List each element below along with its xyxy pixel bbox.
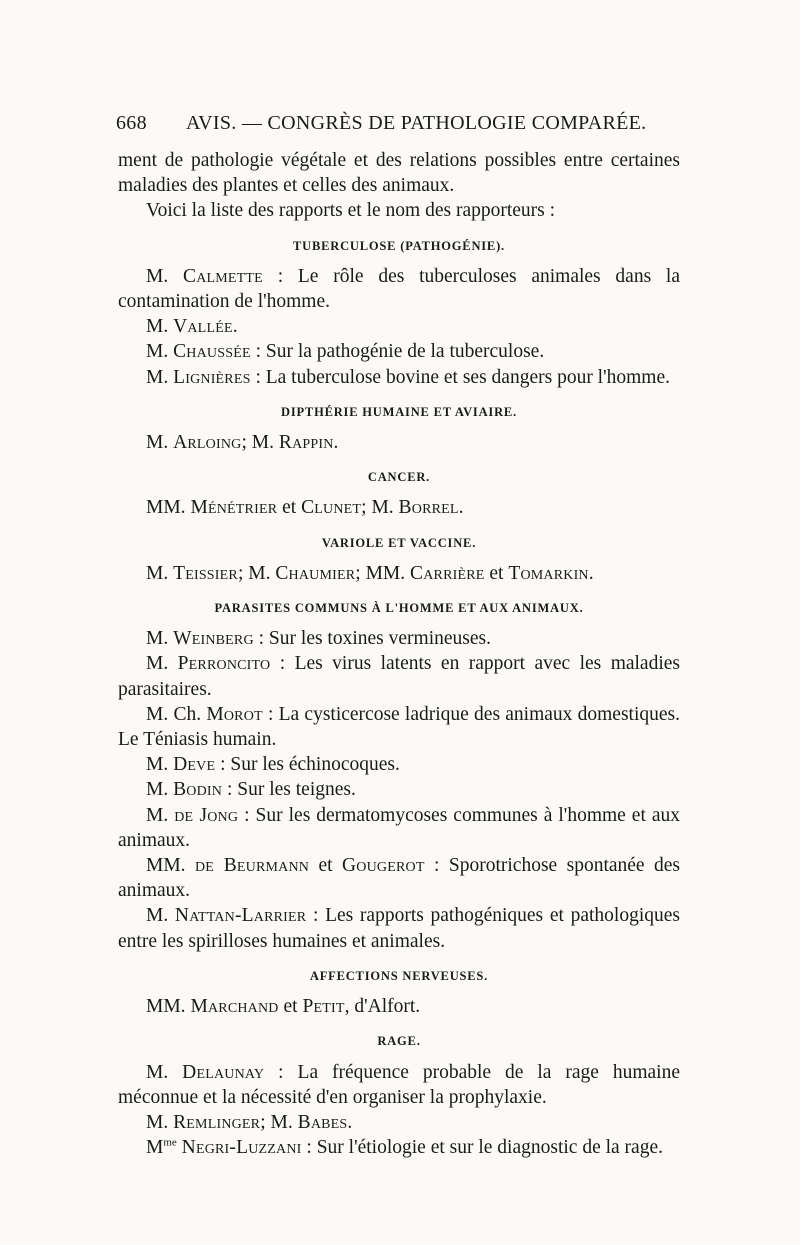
entry-text: .	[333, 432, 339, 454]
entry-text: : La cysticercose ladrique des animaux domestiques. Le Téniasis humain.	[118, 703, 680, 751]
author-name: Carrière	[410, 562, 485, 584]
author-name: Calmette	[183, 265, 263, 287]
author-name: Lignières	[173, 366, 251, 388]
entry-text: ; M.	[241, 432, 279, 454]
entry-title: M	[146, 1137, 164, 1159]
section-heading: PARASITES COMMUNS À L'HOMME ET AUX ANIMAUX.	[214, 601, 584, 616]
author-name: Morot	[206, 703, 263, 725]
author-name: Deve	[173, 754, 216, 776]
author-name: de Jong	[174, 804, 239, 826]
report-entry	[118, 1060, 680, 1110]
entry-title: MM.	[146, 497, 186, 519]
report-entry	[118, 365, 680, 390]
entry-title: M.	[146, 1061, 169, 1083]
intro-paragraph: Voici la liste des rapports et le nom des rapporteurs :	[146, 200, 556, 222]
entry-title: M.	[146, 366, 169, 388]
entry-title: MM.	[146, 855, 186, 877]
entry-text: ; MM.	[355, 562, 411, 584]
entry-title: M.	[146, 1111, 169, 1133]
section-heading: VARIOLE ET VACCINE.	[321, 535, 477, 550]
entry-title: M.	[146, 628, 169, 650]
entry-title-superscript: me	[163, 1136, 177, 1149]
author-name: Delaunay	[182, 1061, 265, 1083]
entry-text: : Sur les dermatomycoses communes à l'homme et aux animaux.	[118, 804, 680, 851]
entry-text: : Sur les échinocoques.	[215, 754, 400, 776]
section-heading: AFFECTIONS NERVEUSES.	[309, 968, 489, 983]
entry-text: : Sur l'étiologie et sur le diagnostic de la rage.	[301, 1137, 663, 1159]
entry-title: M.	[146, 779, 169, 801]
running-title: AVIS. — CONGRÈS DE PATHOLOGIE COMPARÉE.	[186, 112, 647, 134]
author-name: Remlinger	[173, 1111, 261, 1133]
entry-title: M.	[146, 653, 169, 675]
author-name: Borrel	[398, 497, 459, 519]
entry-text: : Sur la pathogénie de la tuberculose.	[250, 341, 545, 363]
entry-title: M.	[146, 265, 169, 287]
report-entry	[118, 702, 680, 752]
intro-paragraph: ment de pathologie végétale et des relations possibles entre certaines maladies des plantes et celles des animaux.	[118, 150, 680, 197]
report-entry	[118, 314, 680, 339]
entry-text: et	[484, 562, 509, 584]
author-name: Rappin	[278, 432, 334, 454]
entry-text: : Sur les toxines vermineuses.	[253, 628, 491, 650]
page-body	[118, 148, 680, 1160]
author-name: Babes	[297, 1111, 348, 1133]
author-name: Bodin	[173, 779, 223, 801]
entry-title: M.	[146, 562, 169, 584]
report-entry	[118, 853, 680, 903]
author-name: Teissier	[173, 562, 238, 584]
entry-text: .	[458, 497, 464, 519]
entry-text: ; M.	[361, 497, 399, 519]
entry-title: MM.	[146, 996, 186, 1018]
author-name: Marchand	[190, 996, 279, 1018]
entry-title: M. Ch.	[146, 703, 202, 725]
report-entry	[118, 430, 680, 455]
section-heading: TUBERCULOSE (PATHOGÉNIE).	[293, 238, 505, 253]
report-sections	[118, 234, 680, 1161]
section-heading: RAGE.	[377, 1034, 421, 1049]
entry-text: : La fréquence probable de la rage humaine méconnue et la nécessité d'en organiser la prophylaxie.	[118, 1061, 681, 1108]
author-name: de Beurmann	[195, 855, 310, 877]
entry-text: : Les rapports pathogéniques et pathologiques entre les spirilloses humaines et animales.	[118, 905, 680, 952]
entry-text: et	[277, 497, 302, 519]
entry-title: M.	[146, 804, 169, 826]
author-name: Clunet	[301, 497, 362, 519]
entry-title: M.	[146, 432, 169, 454]
author-name: Gougerot	[342, 855, 425, 877]
report-entry	[118, 561, 680, 586]
report-entry	[118, 339, 680, 364]
report-entry	[118, 994, 680, 1019]
entry-text: : Sur les teignes.	[222, 779, 356, 801]
entry-title: M.	[146, 341, 169, 363]
section-heading: CANCER.	[367, 470, 431, 485]
report-entry	[118, 1110, 680, 1135]
entry-text: : La tuberculose bovine et ses dangers pour l'homme.	[250, 366, 670, 388]
author-name: Negri-Luzzani	[181, 1137, 302, 1159]
report-entry	[118, 752, 680, 777]
entry-text: et	[278, 996, 303, 1018]
entry-title: M.	[146, 905, 169, 927]
author-name: Nattan-Larrier	[174, 905, 307, 927]
entry-text: .	[588, 562, 594, 584]
entry-text: : Sporotrichose spontanée des animaux.	[118, 855, 681, 902]
author-name: Arloing	[173, 432, 242, 454]
report-entry	[118, 495, 680, 520]
entry-text: : Les virus latents en rapport avec les maladies parasitaires.	[118, 653, 680, 700]
entry-text: ; M.	[237, 562, 276, 584]
author-name: Chaussée	[173, 341, 251, 363]
entry-text: et	[309, 855, 343, 877]
entry-title: M.	[146, 754, 169, 776]
report-entry	[118, 803, 680, 853]
author-name: Chaumier	[275, 562, 356, 584]
entry-text: .	[232, 316, 238, 338]
report-entry	[118, 651, 680, 701]
author-name: Tomarkin	[508, 562, 589, 584]
entry-title: M.	[146, 316, 169, 338]
author-name: Ménétrier	[190, 497, 278, 519]
report-entry	[118, 903, 680, 953]
report-entry	[118, 626, 680, 651]
author-name: Perroncito	[177, 653, 271, 675]
entry-text: : Le rôle des tuberculoses animales dans la contamination de l'homme.	[118, 265, 681, 313]
entry-text: ; M.	[260, 1111, 298, 1133]
running-header	[116, 112, 688, 135]
section-heading: DIPTHÉRIE HUMAINE ET AVIAIRE.	[281, 404, 517, 419]
report-entry	[118, 264, 680, 314]
author-name: Petit	[302, 996, 345, 1018]
page-number: 668	[116, 112, 147, 134]
report-entry	[118, 1135, 680, 1160]
entry-text: .	[347, 1111, 353, 1133]
entry-text: , d'Alfort.	[344, 996, 421, 1018]
author-name: Vallée	[173, 316, 233, 338]
author-name: Weinberg	[173, 628, 254, 650]
report-entry	[118, 777, 680, 802]
